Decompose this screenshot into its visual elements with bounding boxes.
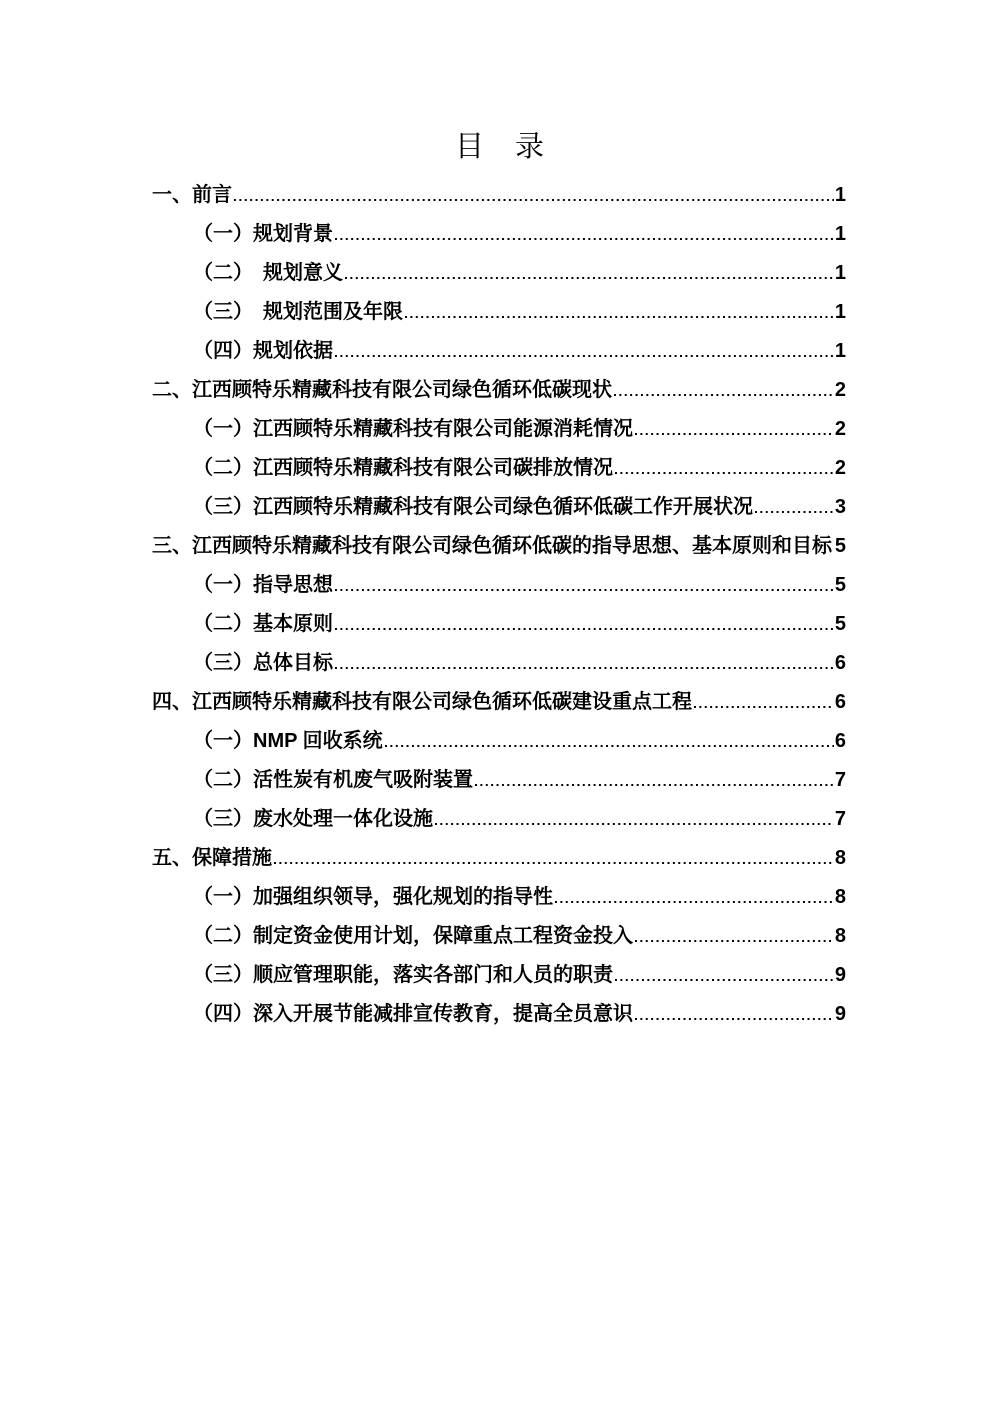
toc-entry-label: （一）NMP 回收系统 — [193, 730, 383, 752]
toc-entry-page: 7 — [834, 808, 846, 830]
toc-entry-page: 6 — [834, 691, 846, 713]
toc-entry — [152, 254, 846, 293]
toc-entry — [152, 722, 846, 761]
toc-dot-leader — [635, 432, 834, 435]
toc-entry — [152, 332, 846, 371]
toc-dot-leader — [435, 822, 834, 825]
toc-dot-leader — [555, 900, 834, 903]
toc-entry — [152, 956, 846, 995]
toc-dot-leader — [615, 471, 834, 474]
toc-dot-leader — [335, 354, 834, 357]
toc-dot-leader — [385, 744, 834, 747]
toc-entry — [152, 644, 846, 683]
toc-entry-label: （一）规划背景 — [193, 223, 333, 245]
toc-entry — [152, 410, 846, 449]
toc-entry-page: 2 — [834, 379, 846, 401]
toc-entry-page: 1 — [834, 340, 846, 362]
toc-entry-label: 二、江西顾特乐精藏科技有限公司绿色循环低碳现状 — [152, 379, 612, 401]
toc-entry — [152, 176, 846, 215]
toc-dot-leader — [345, 276, 834, 279]
toc-dot-leader — [635, 1017, 834, 1020]
toc-entry — [152, 488, 846, 527]
toc-dot-leader — [234, 198, 834, 201]
toc-dot-leader — [335, 627, 834, 630]
toc-entry-label: （三）废水处理一体化设施 — [193, 808, 433, 830]
toc-dot-leader — [475, 783, 834, 786]
toc-title: 目 录 — [454, 131, 545, 163]
toc-entry-page: 3 — [834, 496, 846, 518]
toc-entry-label: 三、江西顾特乐精藏科技有限公司绿色循环低碳的指导思想、基本原则和目标 — [152, 535, 832, 557]
toc-entry — [152, 995, 846, 1034]
toc-entry — [152, 878, 846, 917]
toc-entry-page: 5 — [834, 613, 846, 635]
toc-entry-label: 一、前言 — [152, 184, 232, 206]
toc-entry-page: 5 — [834, 574, 846, 596]
toc-entry — [152, 800, 846, 839]
toc-dot-leader — [335, 588, 834, 591]
toc-dot-leader — [274, 861, 834, 864]
toc-entry-label: （三）江西顾特乐精藏科技有限公司绿色循环低碳工作开展状况 — [193, 496, 753, 518]
toc-entry-label: （二）基本原则 — [193, 613, 333, 635]
toc-entry-label: （一）加强组织领导，强化规划的指导性 — [193, 886, 553, 908]
toc-list — [152, 176, 846, 1034]
toc-entry-label: （三）总体目标 — [193, 652, 333, 674]
toc-entry-page: 2 — [834, 457, 846, 479]
toc-entry-label: （二）活性炭有机废气吸附装置 — [193, 769, 473, 791]
toc-entry — [152, 605, 846, 644]
toc-entry-page: 1 — [834, 223, 846, 245]
toc-entry-page: 1 — [834, 262, 846, 284]
toc-entry-label: （二）江西顾特乐精藏科技有限公司碳排放情况 — [193, 457, 613, 479]
toc-entry — [152, 917, 846, 956]
toc-entry — [152, 683, 846, 722]
toc-entry-label: （四）深入开展节能减排宣传教育，提高全员意识 — [193, 1003, 633, 1025]
toc-entry-page: 2 — [834, 418, 846, 440]
toc-entry-label: （四）规划依据 — [193, 340, 333, 362]
toc-entry-page: 8 — [834, 925, 846, 947]
toc-entry — [152, 215, 846, 254]
toc-dot-leader — [614, 393, 834, 396]
toc-entry-page: 6 — [834, 730, 846, 752]
toc-entry-label: 四、江西顾特乐精藏科技有限公司绿色循环低碳建设重点工程 — [152, 691, 692, 713]
toc-entry-page: 1 — [834, 184, 846, 206]
toc-entry-page: 9 — [834, 1003, 846, 1025]
toc-entry-label: （二） 规划意义 — [193, 262, 343, 284]
toc-entry-page: 8 — [834, 886, 846, 908]
toc-entry — [152, 293, 846, 332]
toc-dot-leader — [635, 939, 834, 942]
toc-entry-page: 6 — [834, 652, 846, 674]
toc-entry-page: 1 — [834, 301, 846, 323]
toc-entry — [152, 371, 846, 410]
toc-entry-label: （二）制定资金使用计划，保障重点工程资金投入 — [193, 925, 633, 947]
toc-dot-leader — [755, 510, 834, 513]
toc-entry-page: 7 — [834, 769, 846, 791]
toc-entry-page: 9 — [834, 964, 846, 986]
toc-entry — [152, 527, 846, 566]
toc-entry — [152, 566, 846, 605]
toc-entry — [152, 449, 846, 488]
toc-dot-leader — [405, 315, 834, 318]
toc-dot-leader — [615, 978, 834, 981]
toc-entry-label: （一）江西顾特乐精藏科技有限公司能源消耗情况 — [193, 418, 633, 440]
toc-entry-label: （一）指导思想 — [193, 574, 333, 596]
toc-dot-leader — [335, 666, 834, 669]
toc-entry-label: （三） 规划范围及年限 — [193, 301, 403, 323]
toc-entry-page: 5 — [834, 535, 846, 557]
toc-dot-leader — [694, 705, 834, 708]
toc-entry-page: 8 — [834, 847, 846, 869]
toc-entry — [152, 839, 846, 878]
toc-entry — [152, 761, 846, 800]
toc-entry-label: 五、保障措施 — [152, 847, 272, 869]
toc-entry-label: （三）顺应管理职能，落实各部门和人员的职责 — [193, 964, 613, 986]
toc-dot-leader — [335, 237, 834, 240]
